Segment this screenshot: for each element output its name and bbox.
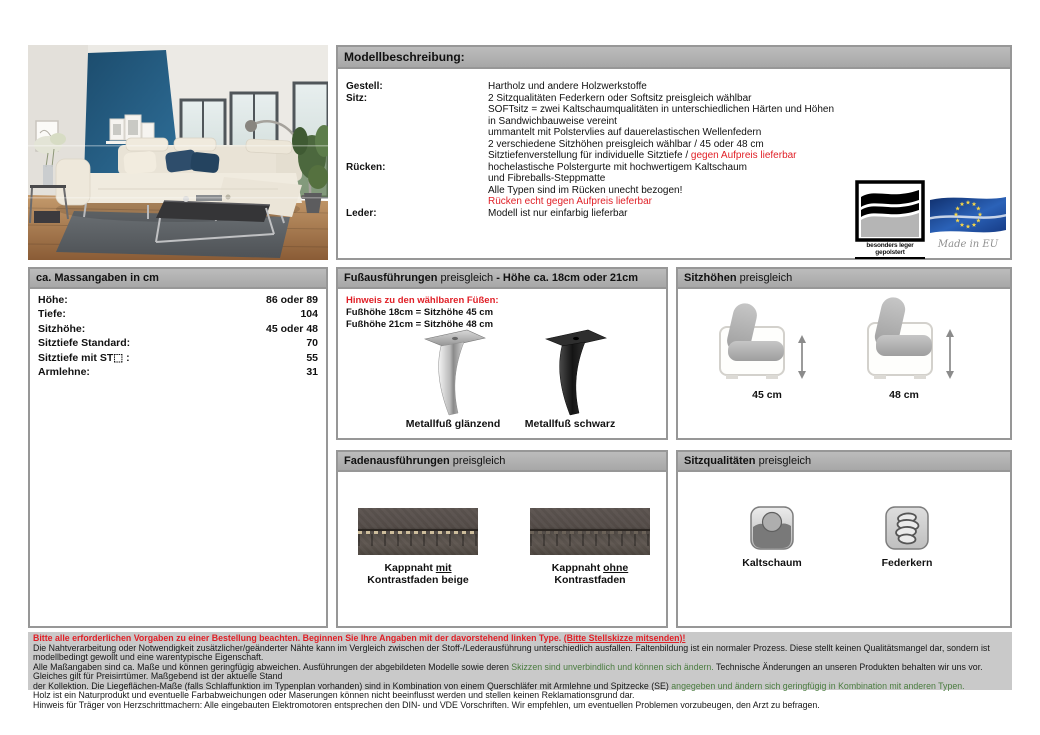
- measure-value: 86 oder 89: [266, 294, 318, 306]
- desc-line: [488, 150, 1002, 162]
- thread-label-emphasis: ohne: [603, 562, 629, 574]
- measure-label: Sitzhöhe:: [38, 322, 86, 335]
- desc-line: hochelastische Polstergurte mit hochwertigem Kaltschaum: [488, 161, 748, 173]
- desc-label: Gestell:: [346, 81, 383, 92]
- footer-line: Die Nahtverarbeitung oder Notwendigkeit zusätzlicher/geänderter Nähte kann im Vergleich zwischen der Stoff-/Lederausführung unterschiedlich ausfallen. Faltenbildung ist ein normaler Prozess. Diese stellt keinen Qualitätsmangel dar, sondern ist modellbedingt gewollt und eine warentypische Eigenschaft.: [33, 642, 990, 662]
- footer-line-part: Alle Maßangaben sind ca. Maße und können geringfügig abweichen. Ausführungen der abgebildeten Modelle sowie deren: [33, 661, 512, 672]
- foot-label: Metallfuß glänzend: [405, 418, 501, 430]
- footer-green-note: angegeben und ändern sich geringfügig in Kombination mit anderen Typen.: [671, 680, 965, 691]
- footer-line: [33, 663, 1007, 682]
- section-subtitle: preisgleich: [449, 455, 506, 467]
- quality-label: Federkern: [881, 557, 933, 569]
- foot-label: Metallfuß schwarz: [524, 418, 616, 430]
- thread-label: [510, 562, 670, 586]
- surcharge-note: gegen Aufpreis lieferbar: [690, 150, 797, 161]
- measure-value: 45 oder 48: [266, 322, 318, 335]
- thread-label-part: Kappnaht: [551, 562, 604, 574]
- metal-foot-black-icon: [532, 325, 608, 417]
- measure-value: 55: [306, 351, 318, 364]
- pleats: [358, 534, 478, 546]
- desc-label: Sitz:: [346, 92, 368, 104]
- measure-label: Tiefe:: [38, 308, 66, 321]
- seat-height-label: 48 cm: [889, 389, 919, 401]
- footer-line-part: Technische Änderungen an unseren Produkten behalten wir uns vor. Gleiches gilt für Preisirrtümer. Maßgebend ist der aktuelle Stand: [33, 661, 983, 681]
- table-row: [38, 322, 318, 336]
- table-row: [38, 351, 318, 365]
- seat-heights-header: [678, 269, 1010, 289]
- section-title: Sitzqualitäten: [684, 455, 756, 467]
- seat-qualities-header: [678, 452, 1010, 472]
- hint-title: Hinweis zu den wählbaren Füßen:: [346, 295, 499, 306]
- quality-label: Kaltschaum: [742, 557, 802, 569]
- section-title: ca. Massangaben in cm: [36, 272, 159, 284]
- measure-value: 31: [306, 366, 318, 379]
- threads-header: [338, 452, 666, 472]
- metal-foot-shiny-icon: [411, 325, 487, 417]
- living-room-scene: [28, 45, 328, 260]
- thread-label-part: Kontrastfaden beige: [367, 574, 469, 586]
- desc-line: 2 Sitzqualitäten Federkern oder Softsitz preisgleich wählbar: [488, 92, 752, 104]
- upholstery-badge: [855, 180, 925, 256]
- upholstery-waves-icon: [855, 180, 925, 242]
- table-row: [38, 293, 318, 307]
- model-description-header: [338, 47, 1010, 69]
- section-title: Fadenausführungen: [344, 455, 450, 467]
- thread-label-part: Kontrastfaden: [554, 574, 626, 586]
- scan-line: [28, 197, 328, 199]
- desc-line: Hartholz und andere Holzwerkstoffe: [488, 81, 647, 92]
- section-title-height: - Höhe ca. 18cm oder 21cm: [493, 272, 639, 284]
- desc-line: Modell ist nur einfarbig lieferbar: [488, 207, 628, 219]
- spring-core-icon: [885, 506, 929, 550]
- footer-green-note: Skizzen sind unverbindlich und können sich ändern.: [511, 661, 714, 672]
- footer-line: Holz ist ein Naturprodukt und eventuelle Farbabweichungen oder Maserungen können nicht beeinflusst werden und stellen keinen Reklamationsgrund dar.: [33, 690, 635, 700]
- measurements-header: [30, 269, 326, 289]
- desc-row-sitz: [346, 93, 1002, 162]
- desc-line: und Fibreballs-Steppmatte: [488, 173, 606, 184]
- pleats: [530, 534, 650, 546]
- model-description-section: [336, 45, 1012, 260]
- hint-line: Fußhöhe 18cm = Sitzhöhe 45 cm: [346, 307, 494, 318]
- seat-height-label: 45 cm: [752, 389, 782, 401]
- scan-line: [28, 145, 328, 147]
- made-in-eu-badge: [928, 193, 1010, 250]
- seam-photo-contrast: [358, 508, 478, 555]
- measure-label: Sitztiefe Standard:: [38, 337, 131, 350]
- measure-label: Sitztiefe mit ST⬚ :: [38, 351, 130, 364]
- hint-line: Fußhöhe 21cm = Sitzhöhe 48 cm: [346, 319, 494, 330]
- seam-photo-plain: [530, 508, 650, 555]
- section-subtitle: preisgleich: [755, 455, 812, 467]
- footer-warning-text: Bitte alle erforderlichen Vorgaben zu einer Bestellung beachten. Beginnen Sie Ihre Angaben mit der davorstehend linken Type.: [33, 633, 564, 643]
- eu-flag-icon: [928, 193, 1008, 239]
- measurements-section: [28, 267, 328, 628]
- section-title: Fußausführungen: [344, 272, 438, 284]
- measure-label: Armlehne:: [38, 366, 90, 379]
- surcharge-note: Rücken echt gegen Aufpreis lieferbar: [488, 196, 652, 207]
- footer-notes: [28, 632, 1012, 710]
- product-photo: [28, 45, 328, 260]
- desc-label: Rücken:: [346, 161, 386, 173]
- desc-label: Leder:: [346, 207, 377, 219]
- desc-line: in Sandwichbauweise vereint: [488, 115, 617, 127]
- measure-label: Höhe:: [38, 294, 68, 306]
- measure-value: 104: [300, 308, 318, 321]
- chair-48cm-icon: [866, 295, 966, 387]
- thread-label-emphasis: mit: [435, 562, 452, 574]
- section-subtitle: preisgleich: [736, 272, 793, 284]
- footer-warning-underline: (Bitte Stellskizze mitsenden)!: [563, 633, 686, 643]
- desc-row-gestell: [346, 81, 1002, 93]
- upholstery-badge-caption: besonders leger gepolstert: [855, 242, 925, 259]
- footer-line: Hinweis für Träger von Herzschrittmachern: Alle eingebauten Elektromotoren entsprechen den DIN- und VDE Vorschriften. Wir empfehlen, um eventuellen Problemen vorzubeugen, den Arzt zu befragen.: [33, 699, 820, 710]
- desc-line-part: Sitztiefenverstellung für individuelle Sitztiefe /: [488, 150, 691, 161]
- desc-line: ummantelt mit Polstervlies auf dauerelastischen Wellenfedern: [488, 127, 762, 138]
- table-row: [38, 365, 318, 379]
- table-row: [38, 336, 318, 350]
- desc-line: SOFTsitz = zwei Kaltschaumqualitäten in unterschiedlichen Härten und Höhen: [488, 104, 835, 115]
- feet-header: [338, 269, 666, 289]
- feet-section: [336, 267, 668, 440]
- footer-line-part: der Kollektion. Die Liegeflächen-Maße (falls Schlaffunktion im Typenplan vorhanden) sind in Kombination von einem Querschläfer mit Armlehne und Spitzecke (SE): [33, 680, 672, 691]
- desc-line: Alle Typen sind im Rücken unecht bezogen!: [488, 184, 683, 196]
- measurements-table: [30, 289, 326, 379]
- cold-foam-icon: [750, 506, 794, 550]
- desc-line: 2 verschiedene Sitzhöhen preisgleich wählbar / 45 oder 48 cm: [488, 138, 764, 150]
- made-in-eu-caption: Made in EU: [937, 239, 999, 250]
- section-title: Modellbeschreibung:: [344, 50, 465, 64]
- measure-value: 70: [306, 337, 318, 350]
- chair-45cm-icon: [718, 297, 818, 387]
- threads-section: [336, 450, 668, 628]
- thread-label: [338, 562, 498, 586]
- seat-heights-section: [676, 267, 1012, 440]
- seat-qualities-section: [676, 450, 1012, 628]
- section-title: Sitzhöhen: [684, 272, 737, 284]
- thread-label-part: Kappnaht: [384, 562, 436, 574]
- table-row: [38, 307, 318, 321]
- section-subtitle: preisgleich: [437, 272, 494, 284]
